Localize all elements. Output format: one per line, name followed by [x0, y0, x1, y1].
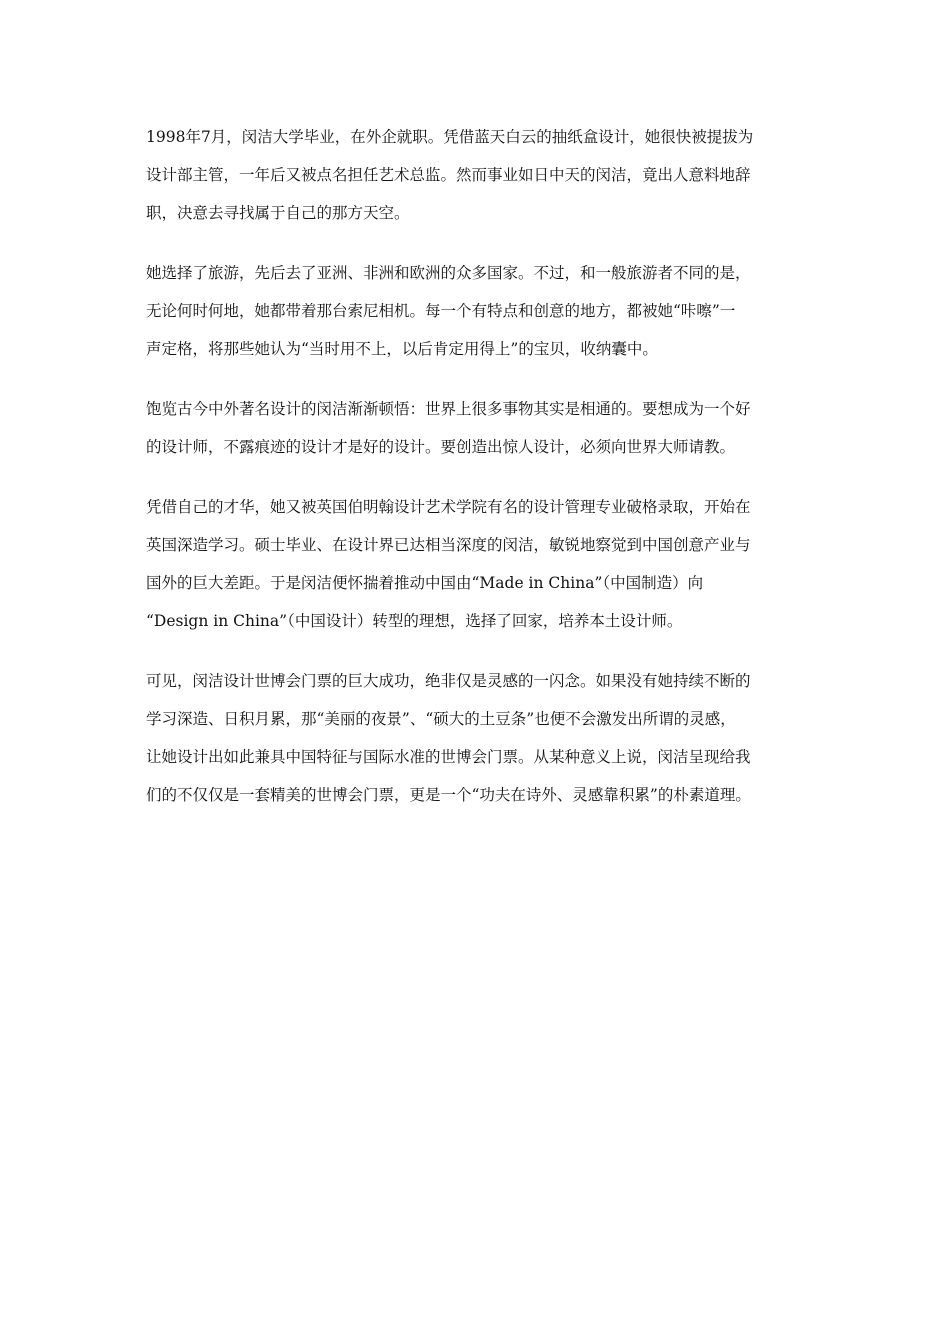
paragraph-line: 可见，闵洁设计世博会门票的巨大成功，绝非仅是灵感的一闪念。如果没有她持续不断的 — [146, 672, 751, 690]
paragraph-2 — [146, 254, 814, 368]
paragraph-line: 饱览古今中外著名设计的闵洁渐渐顿悟：世界上很多事物其实是相通的。要想成为一个好 — [146, 400, 751, 418]
paragraph-line: 凭借自己的才华，她又被英国伯明翰设计艺术学院有名的设计管理专业破格录取，开始在 — [146, 498, 751, 516]
document-body — [146, 118, 814, 836]
paragraph-line: 1998年7月，闵洁大学毕业，在外企就职。凭借蓝天白云的抽纸盒设计，她很快被提拔为 — [146, 128, 754, 146]
paragraph-line: 学习深造、日积月累，那“美丽的夜景”、“硕大的土豆条”也便不会激发出所谓的灵感， — [146, 710, 736, 728]
paragraph-line: 她选择了旅游，先后去了亚洲、非洲和欧洲的众多国家。不过，和一般旅游者不同的是， — [146, 264, 751, 282]
paragraph-1 — [146, 118, 814, 232]
paragraph-line: “Design in China”（中国设计）转型的理想，选择了回家，培养本土设计师。 — [146, 612, 683, 630]
paragraph-line: 们的不仅仅是一套精美的世博会门票，更是一个“功夫在诗外、灵感靠积累”的朴素道理。 — [146, 786, 751, 804]
paragraph-line: 英国深造学习。硕士毕业、在设计界已达相当深度的闵洁，敏锐地察觉到中国创意产业与 — [146, 536, 751, 554]
paragraph-line: 的设计师，不露痕迹的设计才是好的设计。要创造出惊人设计，必须向世界大师请教。 — [146, 438, 736, 456]
paragraph-line: 国外的巨大差距。于是闵洁便怀揣着推动中国由“Made in China”（中国制造）向 — [146, 574, 704, 592]
paragraph-line: 职，决意去寻找属于自己的那方天空。 — [146, 204, 410, 222]
paragraph-4 — [146, 488, 814, 640]
paragraph-line: 让她设计出如此兼具中国特征与国际水准的世博会门票。从某种意义上说，闵洁呈现给我 — [146, 748, 751, 766]
paragraph-line: 设计部主管，一年后又被点名担任艺术总监。然而事业如日中天的闵洁，竟出人意料地辞 — [146, 166, 751, 184]
paragraph-3 — [146, 390, 814, 466]
paragraph-line: 无论何时何地，她都带着那台索尼相机。每一个有特点和创意的地方，都被她“咔嚓”一 — [146, 302, 736, 320]
paragraph-5 — [146, 662, 814, 814]
paragraph-line: 声定格，将那些她认为“当时用不上，以后肯定用得上”的宝贝，收纳囊中。 — [146, 340, 658, 358]
